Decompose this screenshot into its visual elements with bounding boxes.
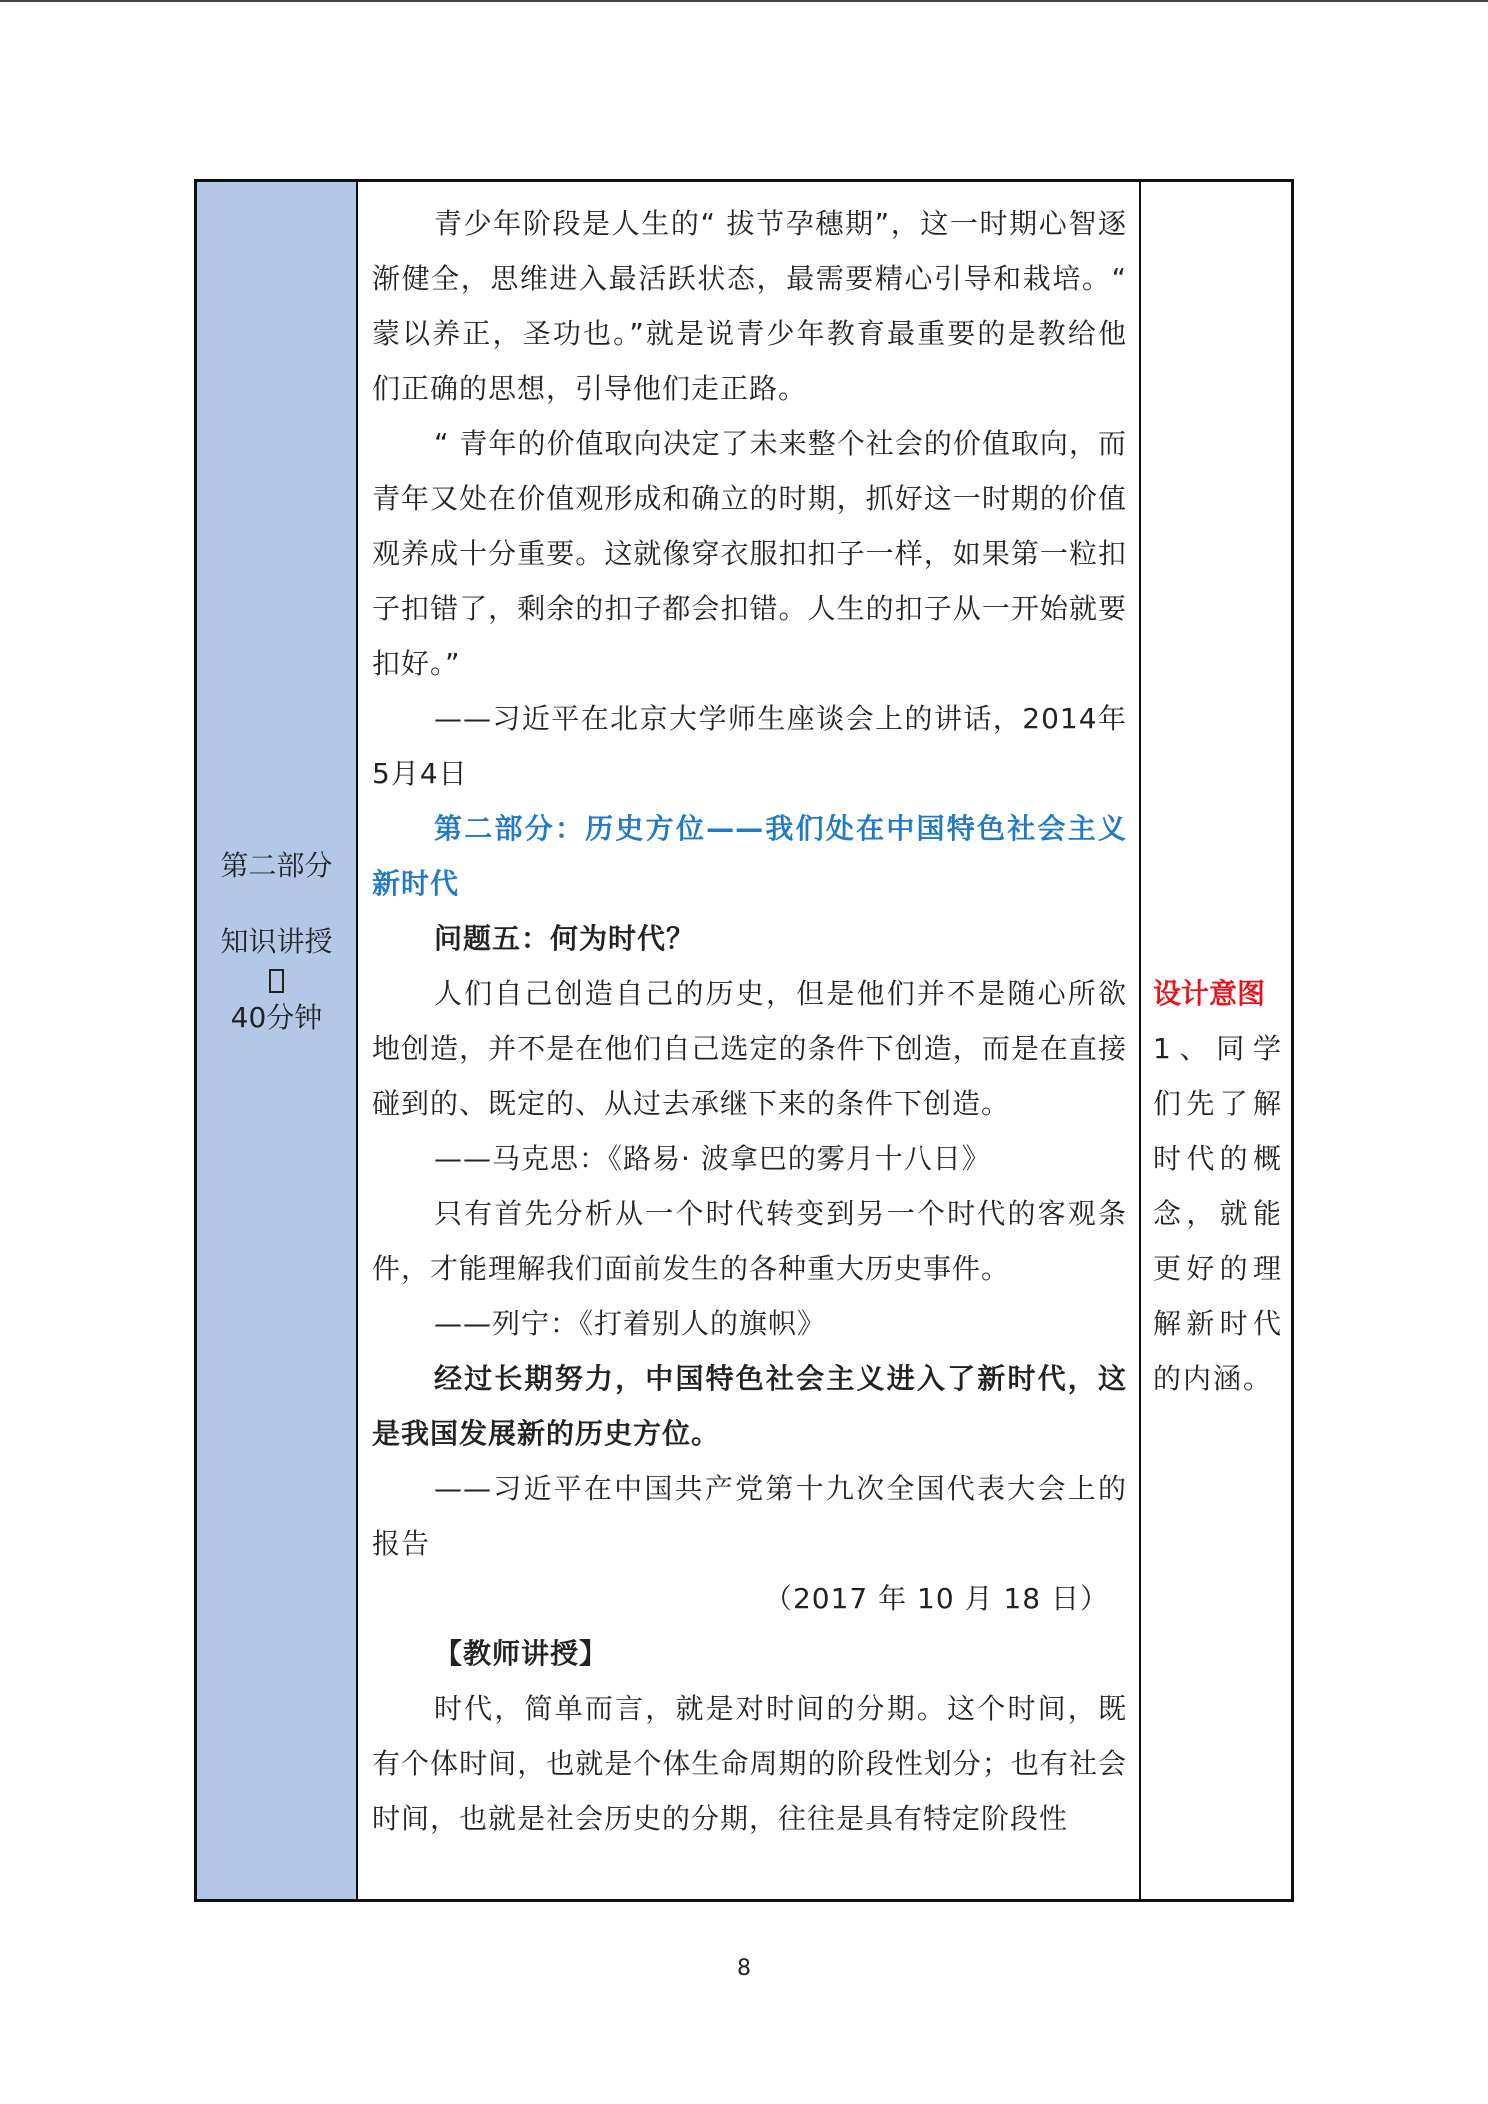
citation-date: （2017 年 10 月 18 日） [763,1582,1109,1615]
section-title: 第二部分 [220,849,333,882]
top-border-line [0,0,1488,2]
content-column [358,182,1141,1899]
paragraph-quote-values: “ 青年的价值取向决定了未来整个社会的价值取向，而青年又处在价值观形成和确立的时期，抓好这一时期的价值观养成十分重要。这就像穿衣服扣扣子一样，如果第一粒扣子扣错了，剩余的扣子都会扣错。人生的扣子从一开始就要扣好。” [372,427,1127,680]
question-heading: 问题五：何为时代？ [434,922,696,955]
citation-marx: ——马克思：《路易· 波拿巴的雾月十八日》 [434,1142,991,1175]
section-label [197,847,356,1037]
paragraph-era-definition: 时代，简单而言，就是对时间的分期。这个时间，既有个体时间，也就是个体生命周期的阶段性划分；也有社会时间，也就是社会历史的分期，往往是具有特定阶段性 [372,1692,1127,1835]
paragraph-new-era: 经过长期努力，中国特色社会主义进入了新时代，这是我国发展新的历史方位。 [372,1362,1127,1450]
section-heading: 第二部分：历史方位——我们处在中国特色社会主义新时代 [372,812,1127,900]
activity-label: 知识讲授 [220,925,333,958]
paragraph-lenin-quote: 只有首先分析从一个时代转变到另一个时代的客观条件，才能理解我们面前发生的各种重大历史事件。 [372,1197,1127,1285]
design-intent-column [1141,182,1291,1899]
design-intent-title: 设计意图 [1153,977,1266,1010]
teacher-lecture-label: 【教师讲授】 [434,1637,609,1670]
citation-19th-congress: ——习近平在中国共产党第十九次全国代表大会上的报告 [372,1472,1127,1560]
section-column [197,182,358,1899]
paragraph-youth-stage: 青少年阶段是人生的“ 拔节孕穗期”，这一时期心智逐渐健全，思维进入最活跃状态，最需要精心引导和栽培。“ 蒙以养正，圣功也。”就是说青少年教育最重要的是教给他们正确的思想，引导他们走正路。 [372,207,1127,405]
label-spacer [197,885,356,923]
design-intent-text: 1、同学们先了解时代的概念，就能更好的理解新时代的内涵。 [1153,1032,1283,1395]
lesson-plan-table [194,179,1294,1902]
duration-label: 40分钟 [230,1001,323,1034]
page-number: 8 [737,1956,751,1981]
citation-lenin: ——列宁：《打着别人的旗帜》 [434,1307,827,1340]
citation-peking-university: ——习近平在北京大学师生座谈会上的讲话，2014年5月4日 [372,702,1127,790]
paragraph-marx-quote: 人们自己创造自己的历史，但是他们并不是随心所欲地创造，并不是在他们自己选定的条件下创造，而是在直接碰到的、既定的、从过去承继下来的条件下创造。 [372,977,1127,1120]
missing-glyph-icon [197,961,356,999]
